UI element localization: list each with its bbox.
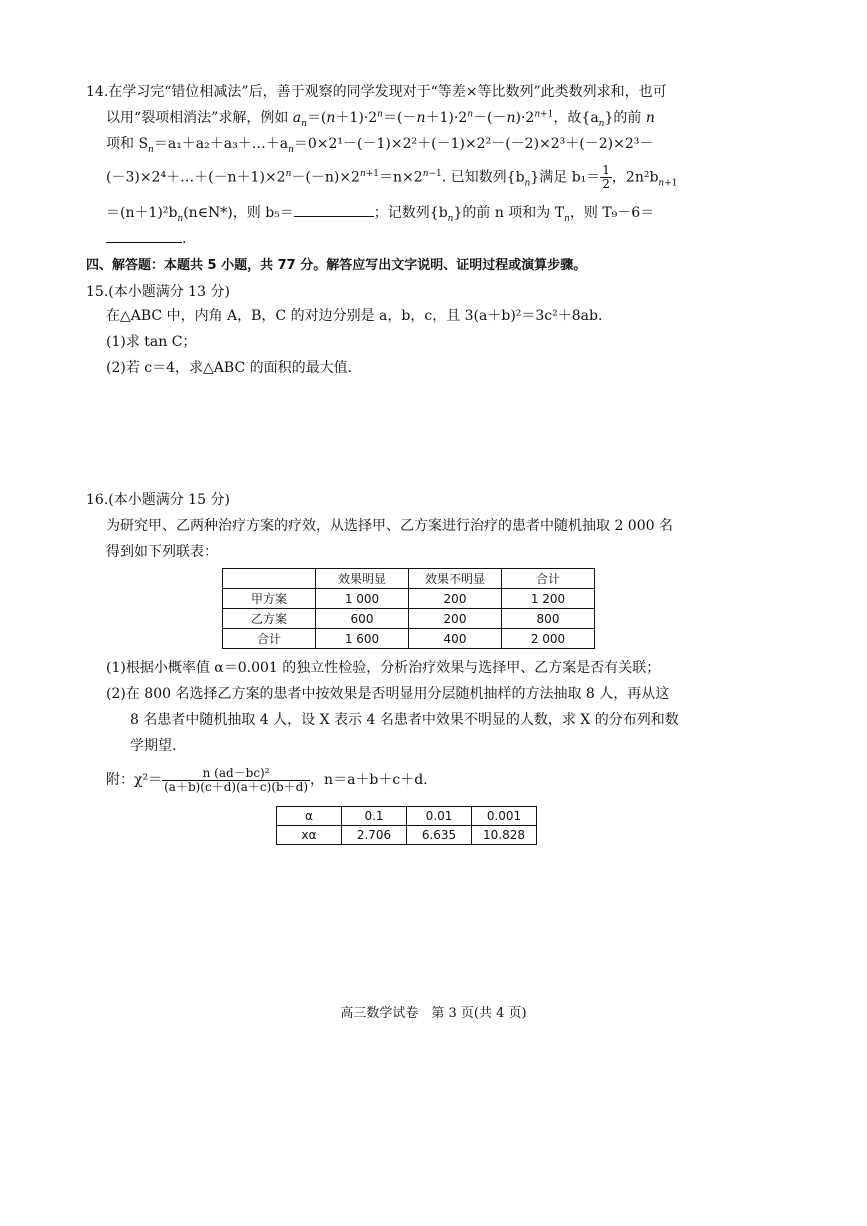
table-cell: 400	[409, 629, 502, 649]
q16-title: 16.(本小题满分 15 分)	[86, 492, 230, 508]
table-cell: 乙方案	[223, 609, 316, 629]
section-4-heading: 四、解答题：本题共 5 小题，共 77 分。解答应写出文字说明、证明过程或演算步骤。	[86, 258, 587, 273]
contingency-table	[222, 568, 595, 649]
table-cell: 800	[502, 609, 595, 629]
table-cell: 2.706	[342, 826, 407, 845]
table-cell	[223, 569, 316, 589]
table-cell: 合计	[502, 569, 595, 589]
table-cell: 效果不明显	[409, 569, 502, 589]
q14-line-2: 以用“裂项相消法”求解，例如 $a_n=(n+1)\cdot 2^n=(-n+1)\cdot 2^n-(-n)\cdot 2^{n+1}$，故$\{a_n\}$的前 n	[106, 109, 655, 129]
table-cell: 0.001	[472, 807, 537, 826]
one-half-fraction: $\frac{1}{2}$	[602, 163, 610, 191]
table-cell: 6.635	[407, 826, 472, 845]
q15-part-1: (1)求 tan C；	[106, 334, 197, 350]
q15-title: 15.(本小题满分 13 分)	[86, 284, 230, 300]
table-cell: 1 000	[316, 589, 409, 609]
q16-appendix-formula: 附：χ²＝ $\frac{\text{n (ad－bc)²}}{(a+b)(c+d)(a+c)(b+d)}$ ，n＝a＋b＋c＋d.	[106, 765, 428, 794]
q15-part-2: (2)若 c＝4，求△ABC 的面积的最大值.	[106, 360, 353, 376]
q14-line-4: $(-3)\times 2^4+\dots+(-n+1)\times 2^n-(-n)\times 2^{n+1}=n\times 2^{n-1}$. 已知数列$\{b_n\}$满足 b₁＝ $\frac{1}{2}$ ，$2n^2b_{n+1}$	[106, 163, 678, 191]
q14-line-1: 14.在学习完“错位相减法”后，善于观察的同学发现对于“等差×等比数列”此类数列求和，也可	[86, 84, 667, 100]
table-cell: 0.01	[407, 807, 472, 826]
page-footer: 高三数学试卷 第 3 页(共 4 页)	[340, 1006, 527, 1021]
table-cell: 甲方案	[223, 589, 316, 609]
q16-part-2-line-1: (2)在 800 名选择乙方案的患者中按效果是否明显用分层随机抽样的方法抽取 8 人，再从这	[106, 686, 670, 702]
q16-statement-1: 为研究甲、乙两种治疗方案的疗效，从选择甲、乙方案进行治疗的患者中随机抽取 2 000 名	[106, 518, 673, 534]
table-row	[277, 826, 537, 845]
q14-line-3: 项和 $S_n=a_1+a_2+a_3+\dots+a_n=0\times 2^1-(-1)\times 2^2+(-1)\times 2^2-(-2)\times 2^3+(-2)\times 2^3-$	[106, 136, 654, 155]
q14-line-6: .	[106, 226, 186, 249]
table-cell: 合计	[223, 629, 316, 649]
q14-number: 14.	[86, 84, 109, 100]
table-cell: 1 200	[502, 589, 595, 609]
table-cell: 效果明显	[316, 569, 409, 589]
table-row	[223, 629, 595, 649]
table-row	[223, 609, 595, 629]
chi-square-fraction: $\frac{\text{n (ad－bc)²}}{(a+b)(c+d)(a+c)(b+d)}$	[164, 765, 309, 794]
table-row	[223, 589, 595, 609]
table-cell: 2 000	[502, 629, 595, 649]
critical-value-table	[276, 806, 537, 845]
table-header-row	[223, 569, 595, 589]
table-cell: 1 600	[316, 629, 409, 649]
table-cell: 200	[409, 609, 502, 629]
answer-blank-t9[interactable]	[106, 226, 182, 243]
q16-part-2-line-2: 8 名患者中随机抽取 4 人，设 X 表示 4 名患者中效果不明显的人数，求 X 的分布列和数	[130, 712, 679, 728]
table-cell: 0.1	[342, 807, 407, 826]
table-row	[277, 807, 537, 826]
q14-line-5: $=(n+1)^2b_n(n\in N*)$，则 b₅＝ ；记数列$\{b_n\}$的前 n 项和为 $T_n$，则 T₉－6＝	[106, 200, 654, 223]
table-cell: xα	[277, 826, 342, 845]
q15-statement: 在△ABC 中，内角 A，B，C 的对边分别是 a，b，c，且 3(a＋b)²＝3c²＋8ab.	[106, 308, 603, 324]
table-cell: 200	[409, 589, 502, 609]
table-cell: 600	[316, 609, 409, 629]
q16-part-1: (1)根据小概率值 α＝0.001 的独立性检验，分析治疗效果与选择甲、乙方案是否有关联；	[106, 660, 661, 676]
answer-blank-b5[interactable]	[294, 200, 374, 217]
table-cell: α	[277, 807, 342, 826]
table-cell: 10.828	[472, 826, 537, 845]
q16-statement-2: 得到如下列联表：	[106, 544, 218, 560]
q16-part-2-line-3: 学期望.	[130, 738, 177, 754]
